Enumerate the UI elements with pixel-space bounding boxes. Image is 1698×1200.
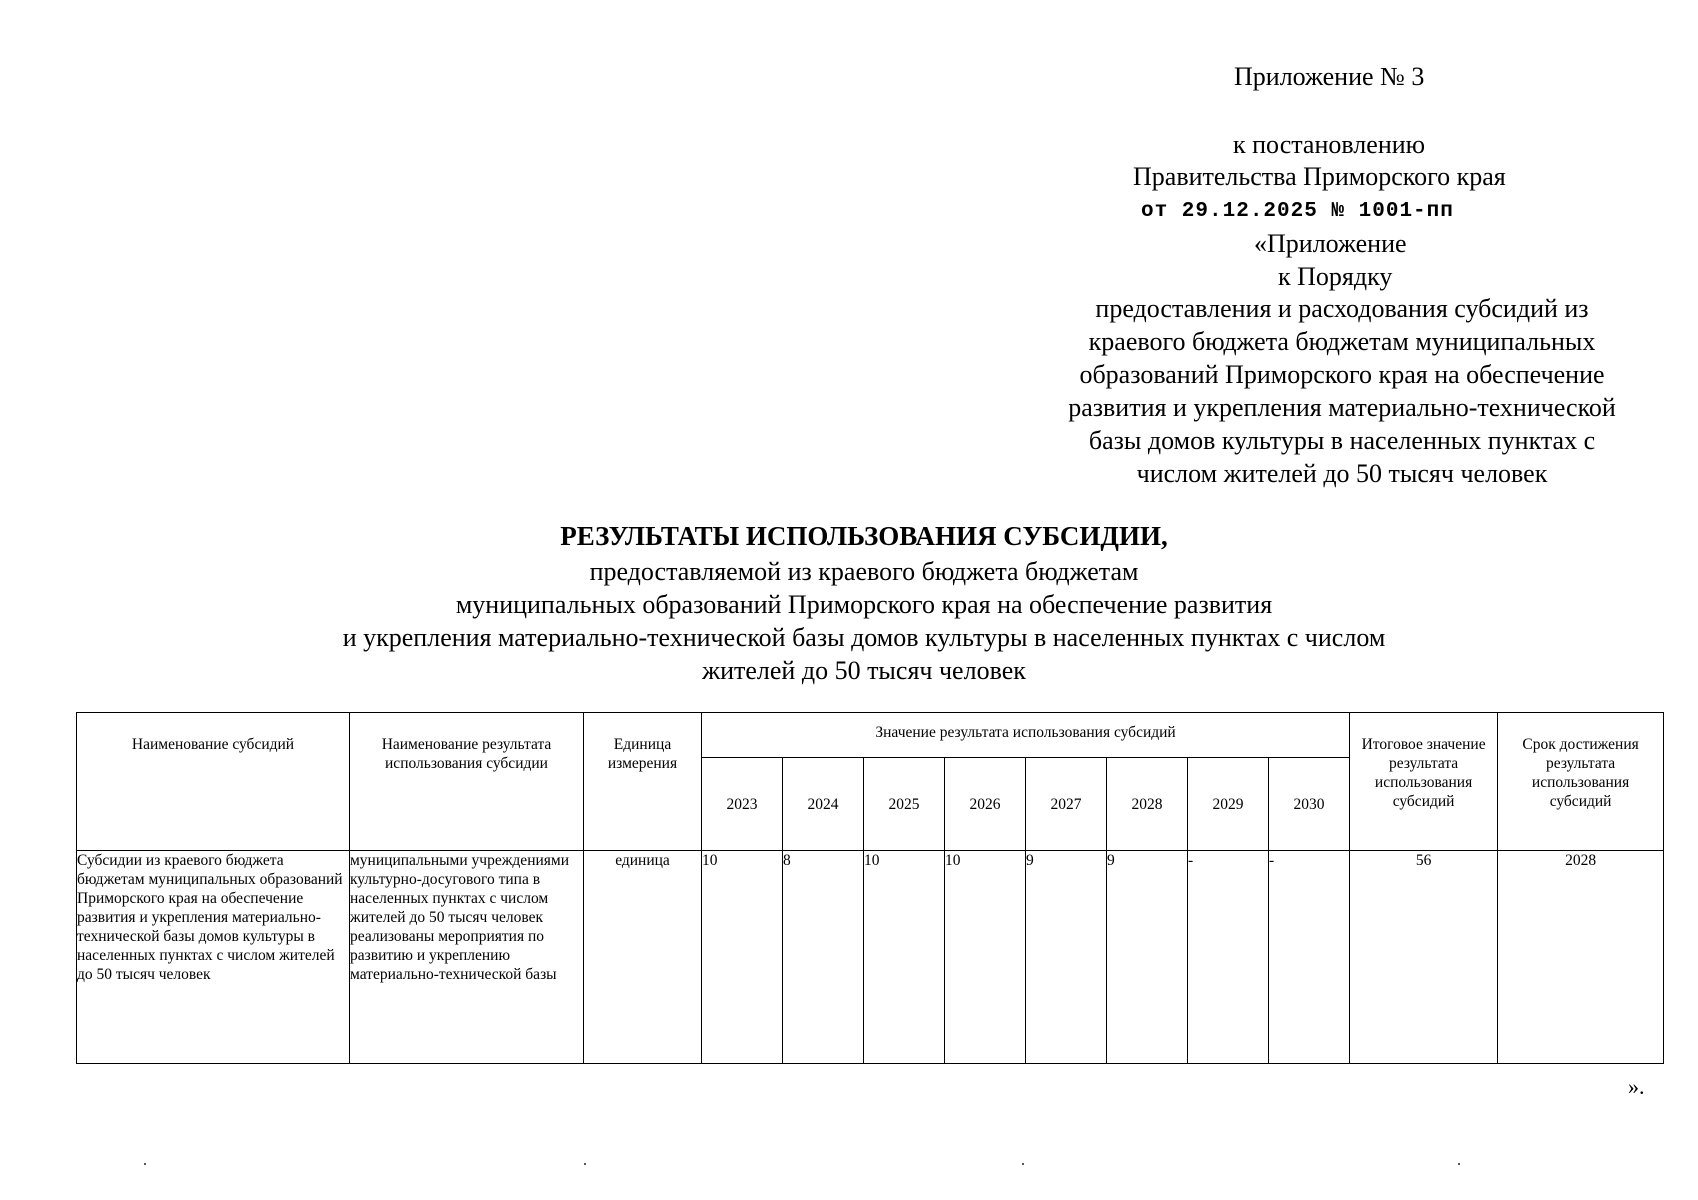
header-values-group: Значение результата использования субсидий <box>702 713 1350 758</box>
procedure-line: развития и укрепления материально-технической <box>1068 393 1616 422</box>
table-row <box>77 851 1664 1064</box>
cell-result-name: муниципальными учреждениями культурно-досугового типа в населенных пунктах с числом жителей до 50 тысяч человек реализованы мероприятия по развитию и укреплению материально-технической базы <box>350 851 584 1064</box>
decree-date-number: от 29.12.2025 № 1001-пп <box>1141 200 1454 223</box>
scan-speck <box>144 1163 146 1165</box>
to-decree: к постановлению <box>1233 130 1426 159</box>
title-line: и укрепления материально-технической базы домов культуры в населенных пунктах с числом <box>342 623 1386 652</box>
cell-value-2026: 10 <box>945 851 1026 1064</box>
header-unit: Единица измерения <box>584 713 702 851</box>
to-procedure: к Порядку <box>1278 262 1393 291</box>
government: Правительства Приморского края <box>1133 162 1506 191</box>
title-line: жителей до 50 тысяч человек <box>702 656 1026 685</box>
cell-value-2023: 10 <box>702 851 783 1064</box>
header-year: 2025 <box>864 758 945 851</box>
procedure-line: предоставления и расходования субсидий из <box>1095 294 1589 323</box>
cell-unit: единица <box>584 851 702 1064</box>
header-year: 2027 <box>1026 758 1107 851</box>
title-line: муниципальных образований Приморского края на обеспечение развития <box>455 590 1273 619</box>
header-result-name: Наименование результата использования субсидии <box>350 713 584 851</box>
procedure-line: базы домов культуры в населенных пунктах с <box>1088 426 1596 455</box>
quote-appendix: «Приложение <box>1254 229 1407 258</box>
header-year: 2024 <box>783 758 864 851</box>
scan-speck <box>1458 1163 1460 1165</box>
procedure-line: числом жителей до 50 тысяч человек <box>1136 459 1548 488</box>
header-deadline: Срок достижения результата использования субсидий <box>1498 713 1664 851</box>
scan-speck <box>1022 1163 1024 1165</box>
cell-value-2029: - <box>1188 851 1269 1064</box>
cell-subsidy-name: Субсидии из краевого бюджета бюджетам муниципальных образований Приморского края на обеспечение развития и укрепления материально-технической базы домов культуры в населенных пунктах с числом жителей до 50 тысяч человек <box>77 851 350 1064</box>
appendix-number: Приложение № 3 <box>1234 62 1425 91</box>
cell-value-2024: 8 <box>783 851 864 1064</box>
header-year: 2029 <box>1188 758 1269 851</box>
cell-final-value: 56 <box>1350 851 1498 1064</box>
title-line: предоставляемой из краевого бюджета бюджетам <box>589 557 1139 586</box>
document-title: РЕЗУЛЬТАТЫ ИСПОЛЬЗОВАНИЯ СУБСИДИИ, <box>560 521 1168 551</box>
header-year: 2030 <box>1269 758 1350 851</box>
closing-quote: ». <box>1628 1074 1645 1099</box>
cell-value-2025: 10 <box>864 851 945 1064</box>
cell-deadline: 2028 <box>1498 851 1664 1064</box>
cell-value-2027: 9 <box>1026 851 1107 1064</box>
header-subsidy-name: Наименование субсидий <box>77 713 350 851</box>
header-year: 2028 <box>1107 758 1188 851</box>
results-table <box>76 712 1664 1064</box>
cell-value-2028: 9 <box>1107 851 1188 1064</box>
scan-speck <box>584 1163 586 1165</box>
cell-value-2030: - <box>1269 851 1350 1064</box>
header-final-value: Итоговое значение результата использования субсидий <box>1350 713 1498 851</box>
header-year: 2023 <box>702 758 783 851</box>
procedure-line: краевого бюджета бюджетам муниципальных <box>1088 327 1596 356</box>
procedure-line: образований Приморского края на обеспечение <box>1079 360 1605 389</box>
header-year: 2026 <box>945 758 1026 851</box>
